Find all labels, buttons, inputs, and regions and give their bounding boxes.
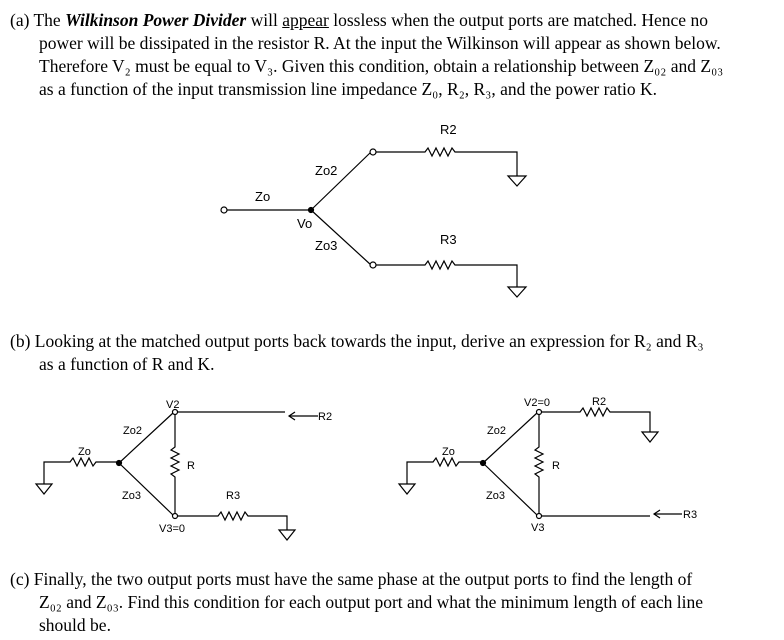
figure-2-circuit [36, 410, 318, 541]
figure-3-circuit [399, 408, 682, 519]
r3-resistor [178, 512, 287, 530]
part-b-line-2: as a function of R and K. [39, 354, 215, 374]
zo-source-resistor [44, 458, 119, 484]
ground-icon [399, 484, 415, 494]
v3-node [173, 514, 178, 519]
label-zo3: Zo3 [122, 490, 141, 502]
label-r3: R3 [440, 232, 457, 247]
label-r3: R3 [226, 490, 241, 502]
isolation-resistor-r [535, 415, 543, 513]
ground-icon [36, 484, 52, 494]
ground-icon [508, 287, 526, 297]
label-r2-arrow: R2 [318, 411, 333, 423]
label-v2: V2 [166, 399, 180, 411]
port-3-terminal [370, 262, 376, 268]
label-zo3: Zo3 [315, 238, 338, 253]
v3-node [537, 514, 542, 519]
label-r3-arrow: R3 [683, 509, 698, 521]
part-c-line-2: Z₀₂ and Z₀₃. Find this condition for each output port and what the minimum length of each line [39, 592, 703, 612]
label-zo2: Zo2 [487, 425, 506, 437]
part-a-line-2: power will be dissipated in the resistor R. At the input the Wilkinson will appear as shown below. [39, 33, 721, 53]
label-v2-zero: V2=0 [524, 397, 550, 409]
label-r2: R2 [440, 122, 457, 137]
part-b-line-1: (b) Looking at the matched output ports back towards the input, derive an expression for R₂ and R₃ [10, 331, 704, 351]
label-zo2: Zo2 [315, 163, 338, 178]
zo2-line [119, 413, 173, 463]
port-2-terminal [370, 149, 376, 155]
label-v3-zero: V3=0 [159, 523, 185, 535]
part-a-line-4: as a function of the input transmission line impedance Z₀, R₂, R₃, and the power ratio K. [39, 79, 658, 99]
zo3-line [483, 463, 537, 515]
part-a-line-3: Therefore V₂ must be equal to V₃. Given this condition, obtain a relationship between Z₀₂ and Z₀₃ [39, 56, 724, 76]
label-zo: Zo [442, 446, 455, 458]
zo2-line [483, 413, 537, 463]
v2-node [537, 410, 542, 415]
label-r: R [552, 460, 560, 472]
ground-icon [279, 530, 295, 540]
label-r2: R2 [592, 396, 607, 408]
ground-icon [508, 176, 526, 186]
part-a-line-1: (a) The Wilkinson Power Divider will appear lossless when the output ports are matched. Hence no [10, 10, 708, 30]
zo2-line [311, 152, 371, 210]
label-vo: Vo [297, 216, 313, 231]
input-port-terminal [221, 207, 227, 213]
r3-resistor [376, 261, 517, 287]
part-c-line-1: (c) Finally, the two output ports must have the same phase at the output ports to find the length of [10, 569, 693, 589]
label-zo3: Zo3 [486, 490, 505, 502]
wilkinson-title: Wilkinson Power Divider [65, 10, 247, 30]
figure-1-circuit [221, 148, 526, 297]
isolation-resistor-r [171, 415, 179, 513]
ground-icon [642, 432, 658, 442]
label-zo: Zo [78, 446, 91, 458]
label-r: R [187, 460, 195, 472]
label-zo: Zo [255, 189, 271, 204]
zo3-line [119, 463, 173, 515]
underlined-appear: appear [282, 10, 329, 30]
r2-resistor [376, 148, 517, 176]
zo-source-resistor [407, 458, 483, 484]
label-v3: V3 [531, 522, 545, 534]
part-c-line-3: should be. [39, 615, 111, 635]
label-zo2: Zo2 [123, 425, 142, 437]
r2-resistor [542, 408, 650, 432]
